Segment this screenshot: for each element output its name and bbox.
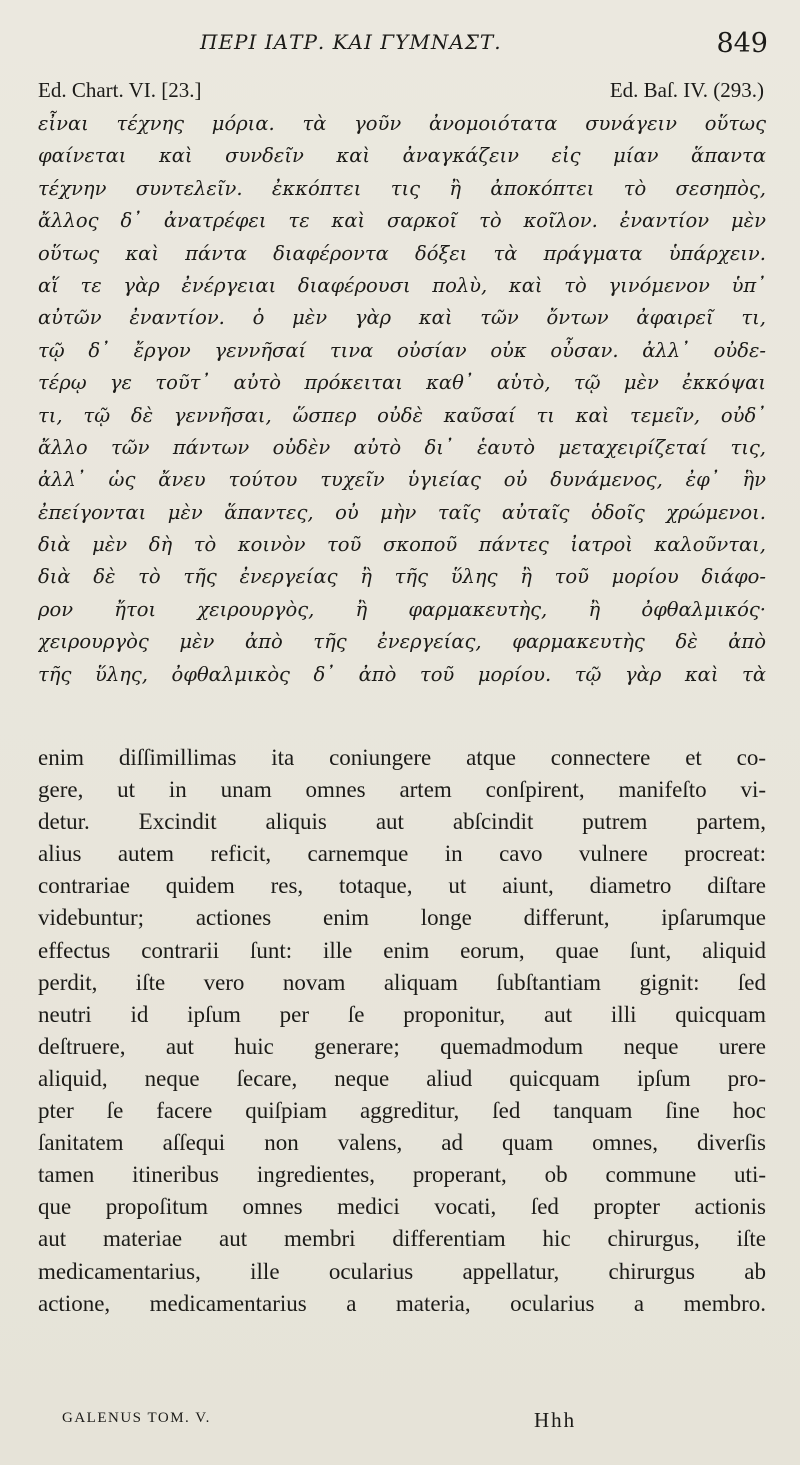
running-head	[0, 28, 800, 58]
page-number: 849	[716, 28, 768, 59]
greek-line: διὰ μὲν δὴ τὸ κοινὸν τοῦ σκοποῦ πάντες ἰατροὶ καλοῦνται,	[38, 533, 766, 557]
latin-line: ſanitatem aſſequi non valens, ad quam omnes, diverſis	[38, 1130, 766, 1156]
latin-line: medicamentarius, ille ocularius appellatur, chirurgus ab	[38, 1258, 766, 1284]
greek-line: αὐτῶν ἐναντίον. ὁ μὲν γὰρ καὶ τῶν ὄντων ἀφαιρεῖ τι,	[38, 306, 766, 330]
latin-line: gere, ut in unam omnes artem conſpirent, manifeſto vi-	[38, 777, 766, 803]
greek-line: ἐπείγονται μὲν ἅπαντες, οὐ μὴν ταῖς αὐταῖς ὁδοῖς χρώμενοι.	[38, 500, 766, 524]
greek-line: τι, τῷ δὲ γεννῆσαι, ὥσπερ οὐδὲ καῦσαί τι καὶ τεμεῖν, οὐδ᾽	[38, 403, 766, 427]
greek-line: φαίνεται καὶ συνδεῖν καὶ ἀναγκάζειν εἰς μίαν ἅπαντα	[38, 144, 766, 168]
edition-references	[38, 78, 764, 106]
running-title: ΠΕΡΙ ΙΑΤΡ. ΚΑΙ ΓΥΜΝΑΣΤ.	[200, 30, 502, 54]
edition-basel-reference: Ed. Baſ. IV. (293.)	[609, 78, 764, 102]
latin-line: actione, medicamentarius a materia, ocularius a membro.	[38, 1290, 766, 1316]
latin-line: detur. Excindit aliquis aut abſcindit putrem partem,	[38, 809, 766, 835]
greek-line: οὕτως καὶ πάντα διαφέροντα δόξει τὰ πράγματα ὑπάρχειν.	[38, 241, 766, 265]
latin-text-block	[38, 742, 766, 1320]
greek-line: τέχνην συντελεῖν. ἐκκόπτει τις ἢ ἀποκόπτει τὸ σεσηπὸς,	[38, 176, 766, 200]
latin-line: pter ſe facere quiſpiam aggreditur, ſed tanquam ſine hoc	[38, 1098, 766, 1124]
latin-line: deſtruere, aut huic generare; quemadmodum neque urere	[38, 1033, 766, 1059]
greek-line: ἄλλος δ᾽ ἀνατρέφει τε καὶ σαρκοῖ τὸ κοῖλον. ἐναντίον μὲν	[38, 209, 766, 233]
greek-text-block	[38, 108, 766, 691]
footer-signature: GALENUS TOM. V.	[62, 1410, 211, 1426]
latin-line: videbuntur; actiones enim longe differunt, ipſarumque	[38, 905, 766, 931]
greek-line: τῆς ὕλης, ὀφθαλμικὸς δ᾽ ἀπὸ τοῦ μορίου. τῷ γὰρ καὶ τὰ	[38, 662, 766, 686]
greek-line: εἶναι τέχνης μόρια. τὰ γοῦν ἀνομοιότατα συνάγειν οὕτως	[38, 112, 766, 135]
latin-line: contrariae quidem res, totaque, ut aiunt, diametro diſtare	[38, 873, 766, 899]
latin-line: aut materiae aut membri differentiam hic chirurgus, iſte	[38, 1226, 766, 1252]
latin-line: que propoſitum omnes medici vocati, ſed propter actionis	[38, 1194, 766, 1220]
greek-line: ἄλλο τῶν πάντων οὐδὲν αὐτὸ δι᾽ ἑαυτὸ μεταχειρίζεταί τις,	[38, 435, 766, 459]
greek-line: ρον ἤτοι χειρουργὸς, ἢ φαρμακευτὴς, ἢ ὀφθαλμικός·	[38, 597, 766, 621]
greek-line: χειρουργὸς μὲν ἀπὸ τῆς ἐνεργείας, φαρμακευτὴς δὲ ἀπὸ	[38, 630, 766, 654]
page-footer	[62, 1408, 622, 1436]
greek-line: αἵ τε γὰρ ἐνέργειαι διαφέρουσι πολὺ, καὶ τὸ γινόμενον ὑπ᾽	[38, 273, 766, 297]
latin-line: effectus contrarii ſunt: ille enim eorum, quae ſunt, aliquid	[38, 937, 766, 963]
latin-line: enim diſſimillimas ita coniungere atque connectere et co-	[38, 745, 766, 770]
latin-line: perdit, iſte vero novam aliquam ſubſtantiam gignit: ſed	[38, 969, 766, 995]
latin-line: tamen itineribus ingredientes, properant, ob commune uti-	[38, 1162, 766, 1188]
greek-line: τέρῳ γε τοῦτ᾽ αὐτὸ πρόκειται καθ᾽ αὑτὸ, τῷ μὲν ἐκκόψαι	[38, 371, 766, 395]
greek-line: διὰ δὲ τὸ τῆς ἐνεργείας ἢ τῆς ὕλης ἢ τοῦ μορίου διάφο-	[38, 565, 766, 589]
footer-sheet-mark: Hhh	[534, 1408, 577, 1432]
latin-line: neutri id ipſum per ſe proponitur, aut illi quicquam	[38, 1001, 766, 1027]
greek-line: ἀλλ᾽ ὡς ἄνευ τούτου τυχεῖν ὑγιείας οὐ δυνάμενος, ἐφ᾽ ἣν	[38, 468, 766, 492]
latin-line: aliquid, neque ſecare, neque aliud quicquam ipſum pro-	[38, 1065, 766, 1091]
greek-line: τῷ δ᾽ ἔργον γεννῆσαί τινα οὐσίαν οὐκ οὖσαν. ἀλλ᾽ οὐδε-	[38, 338, 766, 362]
latin-line: alius autem reficit, carnemque in cavo vulnere procreat:	[38, 841, 766, 867]
edition-chartier-reference: Ed. Chart. VI. [23.]	[38, 78, 202, 102]
